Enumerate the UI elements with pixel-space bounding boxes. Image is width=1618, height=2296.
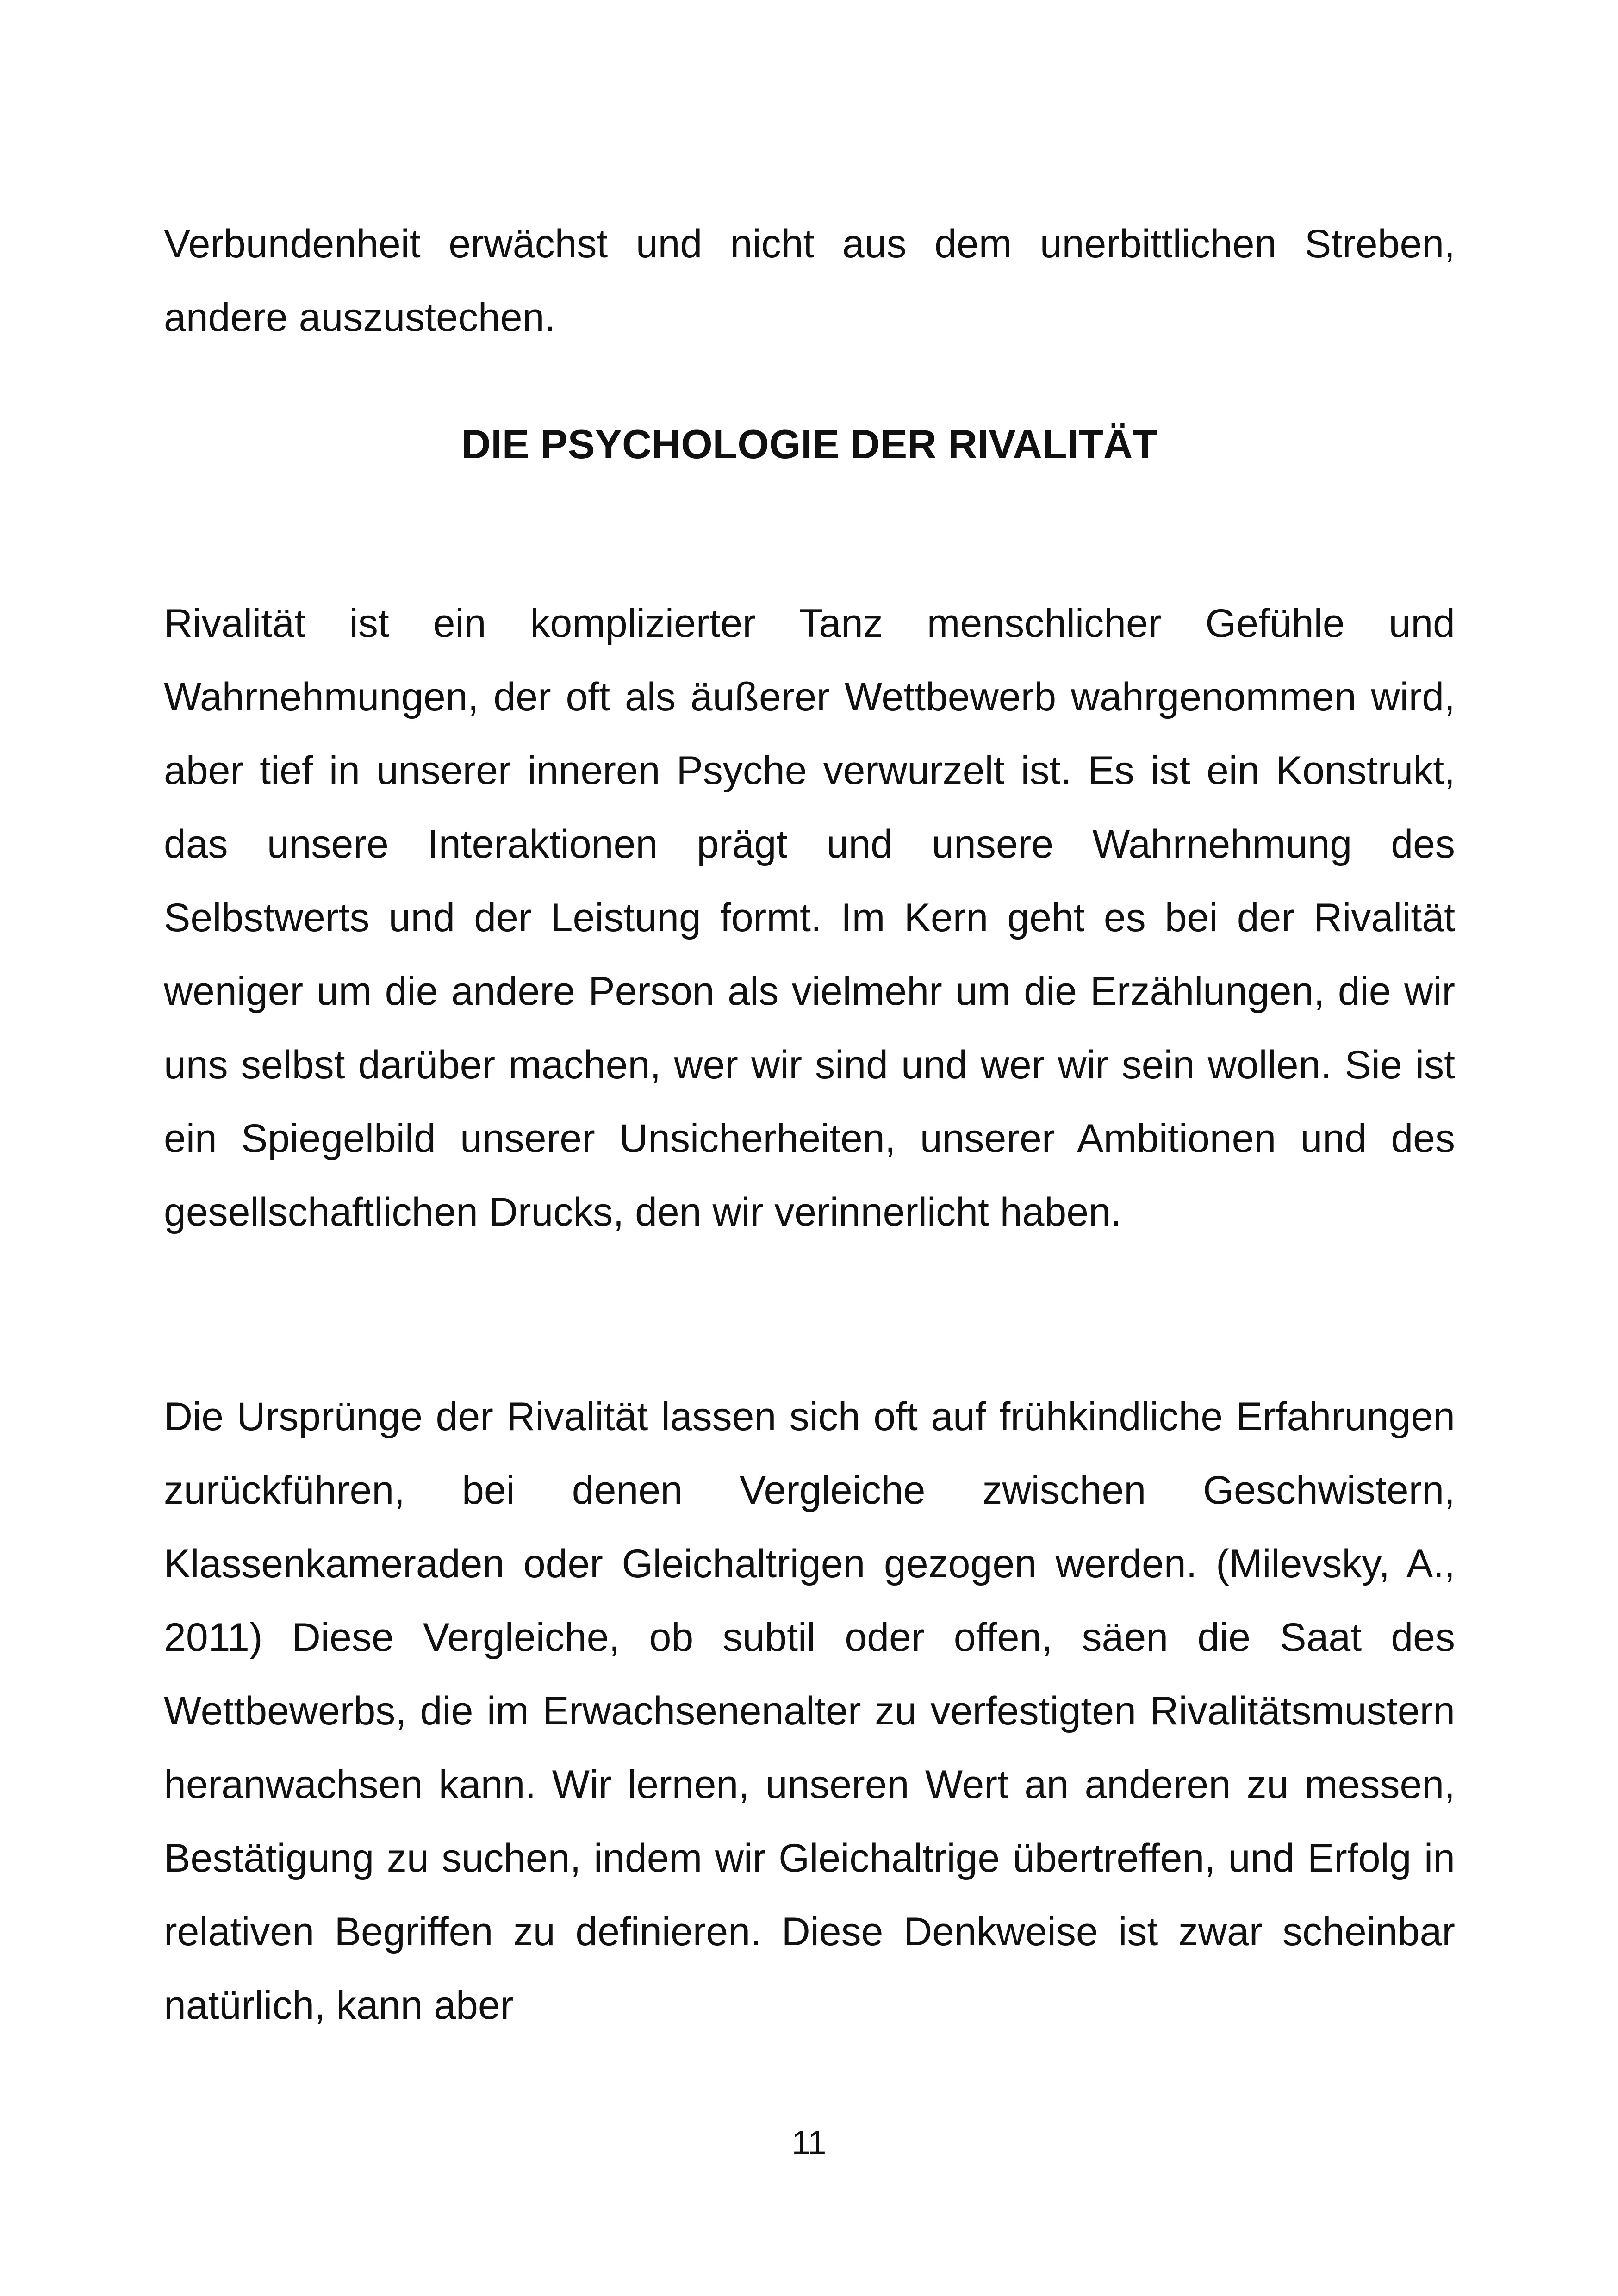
body-paragraph: Rivalität ist ein komplizierter Tanz menschlicher Gefühle und Wahrnehmungen, der oft als äußerer Wettbewerb wahrgenommen wird, aber tief in unserer inneren Psyche verwurzelt ist. Es ist ein Konstrukt, das unsere Interaktionen prägt und unsere Wahrnehmung des Selbstwerts und der Leistung formt. Im Kern geht es bei der Rivalität weniger um die andere Person als vielmehr um die Erzählungen, die wir uns selbst darüber machen, wer wir sind und wer wir sein wollen. Sie ist ein Spiegelbild unserer Unsicherheiten, unserer Ambitionen und des gesellschaftlichen Drucks, den wir verinnerlicht haben. xyxy=(164,601,1455,1234)
body-paragraph: Die Ursprünge der Rivalität lassen sich oft auf frühkindliche Erfahrungen zurückführen, bei denen Vergleiche zwischen Geschwistern, Klassenkameraden oder Gleichaltrigen gezogen werden. (Milevsky, A., 2011) Diese Vergleiche, ob subtil oder offen, säen die Saat des Wettbewerbs, die im Erwachsenenalter zu verfestigten Rivalitätsmustern heranwachsen kann. Wir lernen, unseren Wert an anderen zu messen, Bestätigung zu suchen, indem wir Gleichaltrige übertreffen, und Erfolg in relativen Begriffen zu definieren. Diese Denkweise ist zwar scheinbar natürlich, kann aber xyxy=(164,1394,1455,2028)
continuation-paragraph: Verbundenheit erwächst und nicht aus dem unerbittlichen Streben, andere auszustechen. xyxy=(164,222,1455,340)
page-number: 11 xyxy=(791,2124,827,2161)
section-heading: DIE PSYCHOLOGIE DER RIVALITÄT xyxy=(461,421,1158,467)
